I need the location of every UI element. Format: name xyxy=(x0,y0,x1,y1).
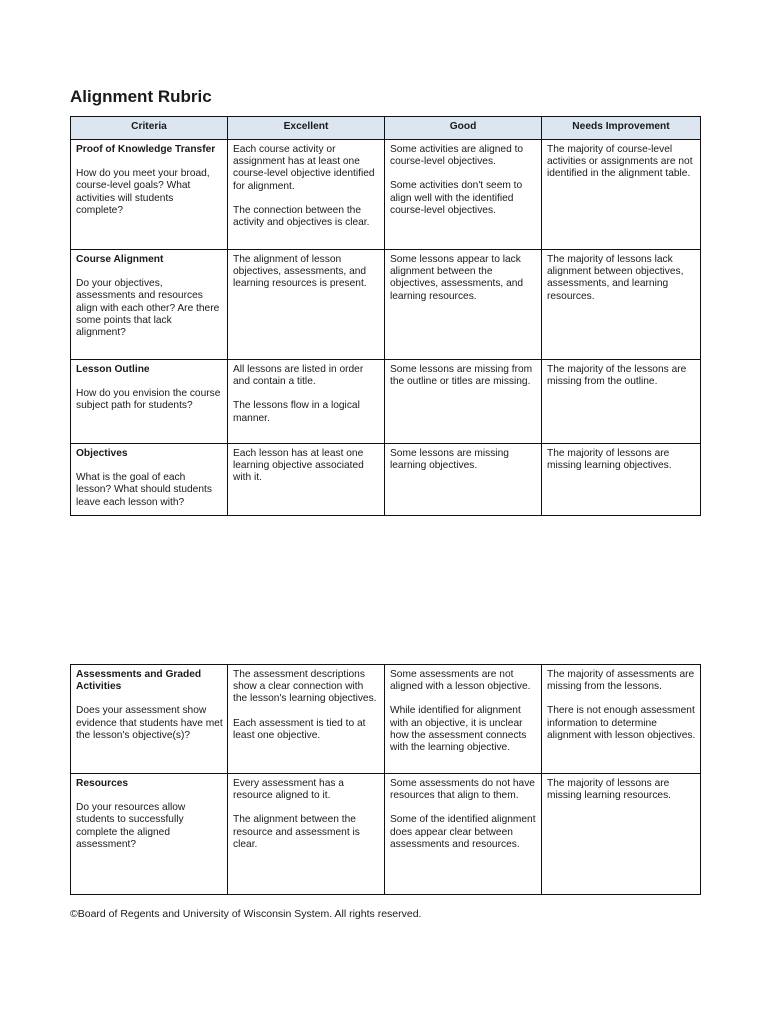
criterion-name: Resources xyxy=(76,778,129,789)
criterion-name: Proof of Knowledge Transfer xyxy=(76,144,216,155)
good-cell xyxy=(385,774,542,895)
good-cell xyxy=(385,444,542,516)
criterion-question: Does your assessment show evidence that students have met the lesson's objective(s)? xyxy=(76,705,223,741)
needs-improvement-text: There is not enough assessment information to determine alignment with lesson objectives. xyxy=(547,705,696,741)
criterion-question: How do you meet your broad, course-level goals? What activities will students complete? xyxy=(76,168,210,216)
criterion-question: What is the goal of each lesson? What should students leave each lesson with? xyxy=(76,472,212,508)
excellent-cell xyxy=(228,360,385,444)
good-text: Some activities don't seem to align well with the identified course-level objectives. xyxy=(390,180,523,216)
header-needs-improvement: Needs Improvement xyxy=(542,117,701,140)
page-title: Alignment Rubric xyxy=(70,87,212,106)
criterion-name: Course Alignment xyxy=(76,254,164,265)
table-row xyxy=(71,360,701,444)
needs-improvement-cell xyxy=(542,774,701,895)
needs-improvement-text: The majority of assessments are missing from the lessons. xyxy=(547,669,695,693)
good-text: While identified for alignment with an objective, it is unclear how the assessment connects with the learning objective. xyxy=(390,705,527,754)
table-row xyxy=(71,140,701,250)
criterion-question: Do your objectives, assessments and resources align with each other? Are there some points that lack alignment? xyxy=(76,278,220,339)
criterion-name: Objectives xyxy=(76,448,128,459)
good-text: Some assessments are not aligned with a lesson objective. xyxy=(390,669,531,693)
header-good: Good xyxy=(385,117,542,140)
excellent-text: Each assessment is tied to at least one objective. xyxy=(233,717,366,741)
good-text: Some assessments do not have resources that align to them. xyxy=(390,778,535,802)
header-row xyxy=(71,117,701,140)
excellent-cell xyxy=(228,665,385,774)
good-text: Some lessons appear to lack alignment between the objectives, assessments, and learning resources. xyxy=(390,254,524,302)
needs-improvement-cell xyxy=(542,665,701,774)
table-row xyxy=(71,444,701,516)
excellent-text: The connection between the activity and objectives is clear. xyxy=(233,204,370,229)
criterion-question: Do your resources allow students to successfully complete the aligned assessment? xyxy=(76,802,186,850)
table-row xyxy=(71,774,701,895)
rubric-table-top xyxy=(70,116,701,516)
needs-improvement-text: The majority of lessons are missing learning resources. xyxy=(547,778,672,802)
excellent-text: The assessment descriptions show a clear connection with the lesson's learning objectives. xyxy=(233,669,377,705)
criteria-cell xyxy=(71,665,228,774)
needs-improvement-cell xyxy=(542,360,701,444)
needs-improvement-cell xyxy=(542,250,701,360)
excellent-cell xyxy=(228,444,385,516)
header-excellent: Excellent xyxy=(228,117,385,140)
excellent-cell xyxy=(228,774,385,895)
criterion-name: Assessments and Graded Activities xyxy=(76,669,202,693)
excellent-text: All lessons are listed in order and contain a title. xyxy=(233,364,364,388)
good-text: Some lessons are missing from the outline or titles are missing. xyxy=(390,364,533,388)
criteria-cell xyxy=(71,140,228,250)
good-cell xyxy=(385,665,542,774)
excellent-text: Each lesson has at least one learning objective associated with it. xyxy=(233,448,364,484)
criteria-cell xyxy=(71,250,228,360)
rubric-table-bottom xyxy=(70,664,701,895)
excellent-text: Each course activity or assignment has at least one course-level objective identified for alignment. xyxy=(233,144,375,192)
criteria-cell xyxy=(71,444,228,516)
needs-improvement-text: The majority of lessons lack alignment between objectives, assessments, and learning resources. xyxy=(547,254,684,302)
excellent-text: The alignment of lesson objectives, assessments, and learning resources is present. xyxy=(233,254,367,290)
good-cell xyxy=(385,360,542,444)
copyright-footer: ©Board of Regents and University of Wisconsin System. All rights reserved. xyxy=(70,908,422,920)
table-row xyxy=(71,665,701,774)
excellent-cell xyxy=(228,250,385,360)
excellent-text: Every assessment has a resource aligned to it. xyxy=(233,778,344,802)
needs-improvement-text: The majority of the lessons are missing from the outline. xyxy=(547,364,687,388)
criterion-question: How do you envision the course subject path for students? xyxy=(76,388,221,412)
good-cell xyxy=(385,250,542,360)
table-row xyxy=(71,250,701,360)
excellent-text: The lessons flow in a logical manner. xyxy=(233,400,360,424)
excellent-cell xyxy=(228,140,385,250)
criterion-name: Lesson Outline xyxy=(76,364,150,375)
needs-improvement-cell xyxy=(542,444,701,516)
needs-improvement-text: The majority of lessons are missing learning objectives. xyxy=(547,448,672,472)
excellent-text: The alignment between the resource and assessment is clear. xyxy=(233,814,360,850)
criteria-cell xyxy=(71,774,228,895)
good-text: Some activities are aligned to course-level objectives. xyxy=(390,144,524,168)
needs-improvement-text: The majority of course-level activities or assignments are not identified in the alignment table. xyxy=(547,144,693,180)
good-cell xyxy=(385,140,542,250)
good-text: Some lessons are missing learning objectives. xyxy=(390,448,509,472)
good-text: Some of the identified alignment does appear clear between assessments and resources. xyxy=(390,814,536,850)
needs-improvement-cell xyxy=(542,140,701,250)
header-criteria: Criteria xyxy=(71,117,228,140)
criteria-cell xyxy=(71,360,228,444)
